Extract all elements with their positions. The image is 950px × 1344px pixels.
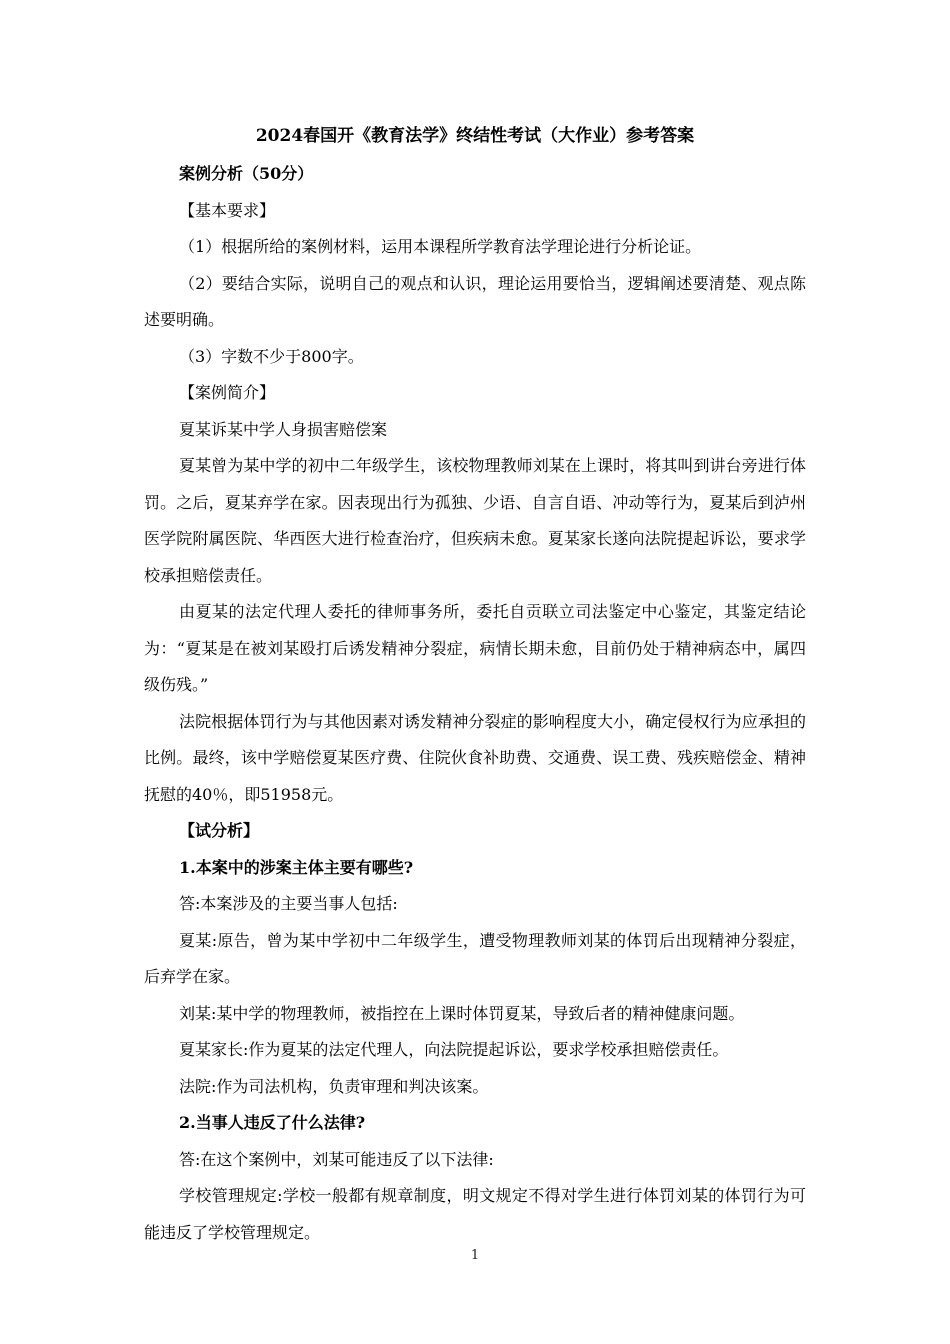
paragraph: 夏某曾为某中学的初中二年级学生，该校物理教师刘某在上课时，将其叫到讲台旁进行体罚。之后，夏某弃学在家。因表现出行为孤独、少语、自言自语、冲动等行为，夏某后到泸州医学院附属医院、华西医大进行检查治疗，但疾病未愈。夏某家长遂向法院提起诉讼，要求学校承担赔偿责任。	[144, 456, 806, 585]
paragraph: 学校管理规定:学校一般都有规章制度，明文规定不得对学生进行体罚刘某的体罚行为可能违反了学校管理规定。	[144, 1186, 806, 1242]
paragraph: 答:本案涉及的主要当事人包括:	[179, 894, 398, 913]
paragraph: 刘某:某中学的物理教师，被指控在上课时体罚夏某，导致后者的精神健康问题。	[179, 1003, 745, 1023]
paragraph: 【基本要求】	[179, 200, 276, 220]
paragraph: 法院根据体罚行为与其他因素对诱发精神分裂症的影响程度大小，确定侵权行为应承担的比例。最终，该中学赔偿夏某医疗费、住院伙食补助费、交通费、误工费、残疾赔偿金、精神抚慰的40％，即51958元。	[144, 711, 806, 804]
document-body	[144, 156, 806, 1251]
paragraph: 答:在这个案例中，刘某可能违反了以下法律:	[179, 1149, 494, 1169]
question-heading: 1.本案中的涉案主体主要有哪些?	[179, 857, 414, 877]
paragraph: 夏某:原告，曾为某中学初中二年级学生，遭受物理教师刘某的体罚后出现精神分裂症，后弃学在家。	[144, 930, 806, 986]
paragraph: 夏某家长:作为夏某的法定代理人，向法院提起诉讼，要求学校承担赔偿责任。	[179, 1040, 729, 1059]
paragraph: （2）要结合实际，说明自己的观点和认识，理论运用要恰当，逻辑阐述要清楚、观点陈述要明确。	[144, 273, 806, 329]
section-heading: 案例分析（50分）	[179, 164, 314, 183]
paragraph: （3）字数不少于800字。	[179, 346, 364, 366]
document-title: 2024春国开《教育法学》终结性考试（大作业）参考答案	[255, 126, 695, 146]
section-heading: 【试分析】	[179, 821, 260, 840]
paragraph: 夏某诉某中学人身损害赔偿案	[179, 419, 388, 439]
question-heading: 2.当事人违反了什么法律?	[179, 1113, 366, 1132]
paragraph: 由夏某的法定代理人委托的律师事务所，委托自贡联立司法鉴定中心鉴定，其鉴定结论为：“夏某是在被刘某殴打后诱发精神分裂症，病情长期未愈，目前仍处于精神病态中，属四级伤残。”	[144, 602, 806, 694]
paragraph: 【案例简介】	[179, 383, 276, 402]
paragraph: （1）根据所给的案例材料，运用本课程所学教育法学理论进行分析论证。	[179, 237, 702, 256]
page-number: 1	[470, 1248, 480, 1263]
paragraph: 法院:作为司法机构，负责审理和判决该案。	[179, 1076, 489, 1096]
